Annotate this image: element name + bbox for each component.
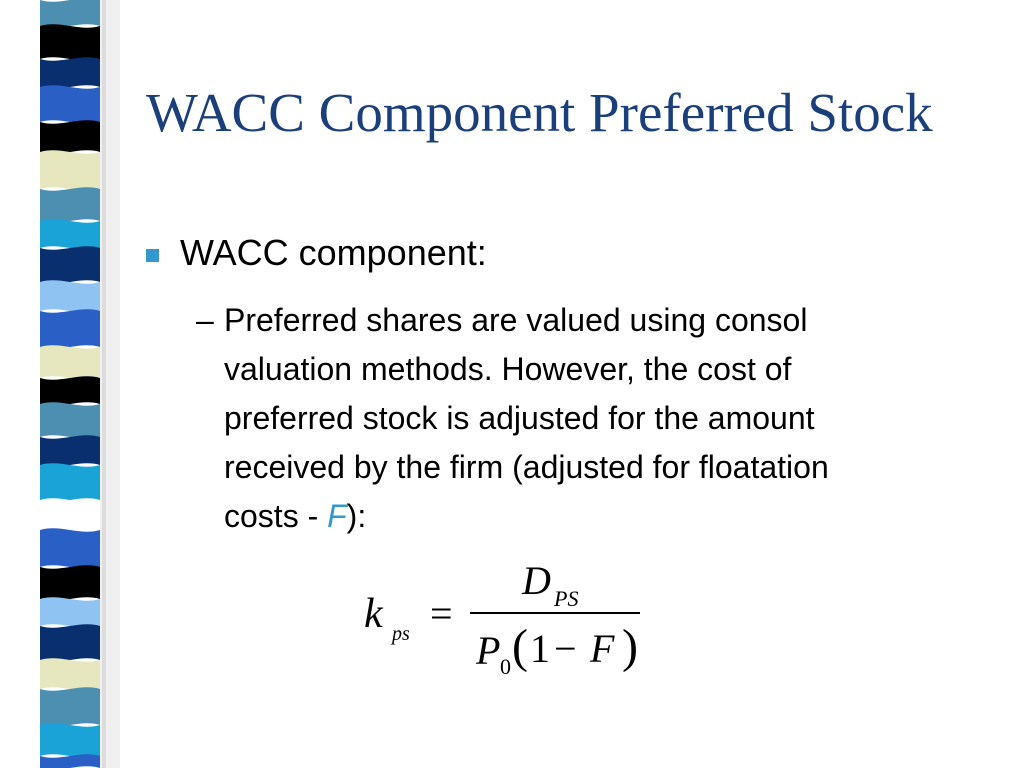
formula-equals: = xyxy=(430,591,453,636)
dash-marker: – xyxy=(196,302,214,338)
stripe-segment xyxy=(40,309,100,348)
formula-denom-one: 1 xyxy=(530,626,550,671)
formula-denom-f: F xyxy=(590,626,615,671)
stripe-segment xyxy=(40,463,100,501)
bullet-text: WACC component: xyxy=(180,232,487,273)
stripe-segment xyxy=(40,187,100,222)
cost-of-preferred-formula xyxy=(340,550,660,690)
formula-denom-p: P xyxy=(476,628,501,673)
stripe-segment xyxy=(40,687,100,726)
stripe-segment xyxy=(40,402,100,438)
bullet-square-icon xyxy=(146,249,159,262)
sub-bullet-line-1: – Preferred shares are valued using consol xyxy=(196,296,996,345)
formula-lhs: k xyxy=(364,591,383,637)
stripe-segment xyxy=(40,754,100,768)
formula-numerator-sub: PS xyxy=(554,586,579,611)
stripe-segment xyxy=(40,658,100,690)
stripe-segment xyxy=(40,498,100,531)
stripe-segment xyxy=(40,0,100,28)
stripe-segment xyxy=(40,24,100,60)
stripe-segment xyxy=(40,723,100,757)
stripe-segment xyxy=(40,57,100,88)
sub-bullet xyxy=(196,296,996,541)
floatation-cost-variable: F xyxy=(327,498,347,534)
stripe-segment xyxy=(40,120,100,153)
formula-denom-minus: − xyxy=(554,626,577,671)
formula-denom-close: ) xyxy=(622,620,638,673)
sub-bullet-line-3: preferred stock is adjusted for the amount xyxy=(224,400,815,436)
slide-title: WACC Component Preferred Stock xyxy=(146,82,933,143)
bullet-item xyxy=(146,232,487,274)
stripe-segment xyxy=(40,624,100,661)
stripe-segment xyxy=(40,280,100,312)
stripe-segment xyxy=(40,219,100,249)
stripe-segment xyxy=(40,528,100,568)
stripe-segment xyxy=(40,435,100,466)
formula-denom-open: ( xyxy=(512,620,528,673)
formula-lhs-sub: ps xyxy=(392,623,410,645)
stripe-segment xyxy=(40,376,100,405)
stripe-segment xyxy=(40,246,100,283)
sub-bullet-line-5: costs - F): xyxy=(224,498,367,534)
stripe-segment xyxy=(40,85,100,123)
sub-bullet-line-2: valuation methods. However, the cost of xyxy=(224,351,792,387)
sub-bullet-line-4: received by the firm (adjusted for floatation xyxy=(224,449,829,485)
decorative-stripe-bar xyxy=(0,0,120,768)
stripe-segment xyxy=(40,597,100,627)
stripe-segment xyxy=(40,345,100,379)
stripe-segment xyxy=(40,150,100,190)
formula-numerator: D xyxy=(522,558,551,603)
formula-denom-p-sub: 0 xyxy=(500,654,511,679)
stripe-segment xyxy=(40,565,100,600)
